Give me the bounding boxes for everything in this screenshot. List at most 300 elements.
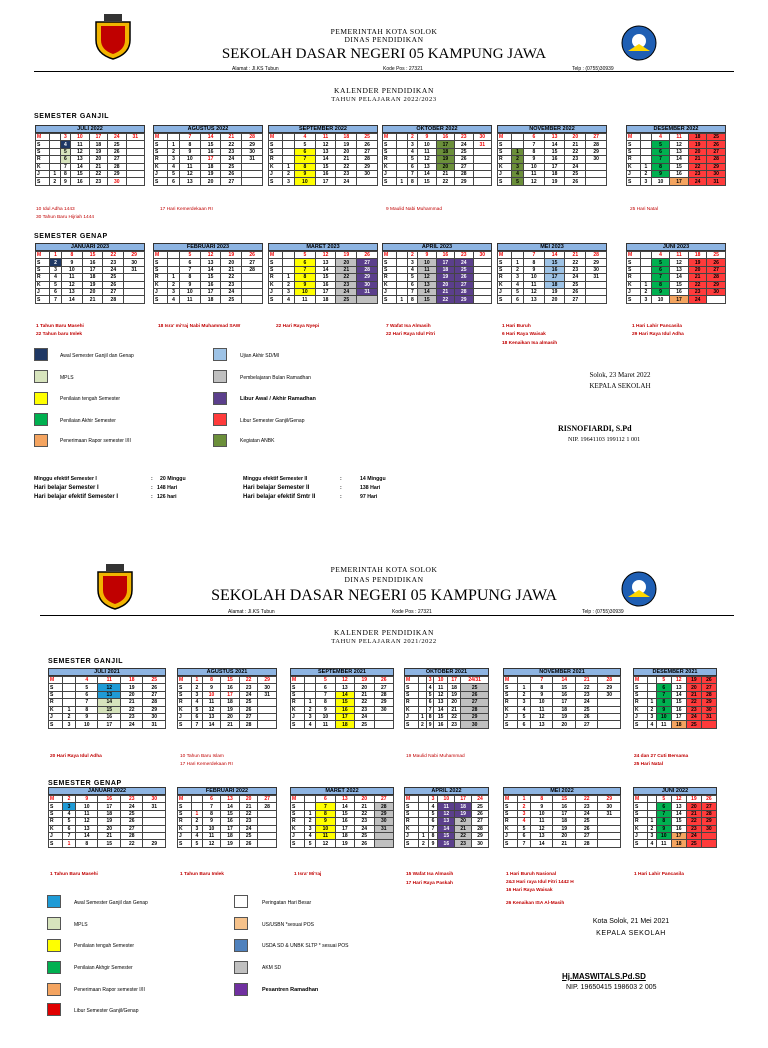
day-label: K xyxy=(36,163,50,170)
date-cell: 23 xyxy=(575,691,598,698)
day-label: S xyxy=(383,141,397,148)
date-cell: 30 xyxy=(143,713,166,720)
date-cell: 7 xyxy=(50,296,62,303)
month-title: AGUSTUS 2022 xyxy=(153,125,263,133)
week-row xyxy=(627,156,726,163)
date-cell: 7 xyxy=(60,163,71,170)
date-cell: 20 xyxy=(221,259,242,266)
date-cell: 14 xyxy=(438,825,455,832)
date-cell: 28 xyxy=(575,840,598,847)
date-cell xyxy=(305,684,316,691)
eff-colon: : xyxy=(340,476,342,482)
date-cell: 23 xyxy=(686,825,701,832)
date-cell xyxy=(50,163,61,170)
week-row xyxy=(634,840,717,847)
date-cell: 1 xyxy=(50,252,62,259)
day-label: R xyxy=(269,156,283,163)
day-label: K xyxy=(154,163,168,170)
date-cell: 15 xyxy=(221,810,240,817)
date-cell: 15 xyxy=(418,296,436,303)
date-cell: 13 xyxy=(523,296,544,303)
date-cell: 4 xyxy=(651,252,670,259)
day-label: S xyxy=(291,684,305,691)
date-cell: 2 xyxy=(512,156,524,163)
date-cell xyxy=(397,163,408,170)
eff-label: Hari belajar efektif Semester I xyxy=(34,494,119,500)
date-cell: 28 xyxy=(103,296,124,303)
date-cell: 17 xyxy=(436,141,454,148)
date-cell: 25 xyxy=(221,163,242,170)
date-cell: 8 xyxy=(407,296,418,303)
date-cell: 29 xyxy=(707,163,726,170)
date-cell: 24/31 xyxy=(461,677,489,684)
note: 10 Idul Adha 1443 xyxy=(36,207,75,212)
day-label: S xyxy=(405,691,419,698)
date-cell: 2 xyxy=(168,281,180,288)
day-label: J xyxy=(504,713,518,720)
week-row xyxy=(627,266,726,273)
date-cell: 5 xyxy=(60,148,71,155)
date-cell: 14 xyxy=(418,170,436,177)
date-cell xyxy=(124,288,145,295)
date-cell: 15 xyxy=(438,832,455,839)
date-cell: 27 xyxy=(120,825,143,832)
day-label: S xyxy=(36,259,50,266)
week-row xyxy=(269,141,378,148)
date-cell: 25 xyxy=(357,134,378,141)
date-cell: 20 xyxy=(98,825,121,832)
date-cell xyxy=(641,274,652,281)
date-cell: 31 xyxy=(586,274,607,281)
date-cell xyxy=(242,163,263,170)
date-cell: 26 xyxy=(357,252,378,259)
date-cell: 5 xyxy=(518,713,531,720)
day-label: K xyxy=(291,706,305,713)
date-cell: 12 xyxy=(530,825,553,832)
date-cell: 25 xyxy=(686,721,701,728)
date-cell: 26 xyxy=(701,677,716,684)
date-cell: 10 xyxy=(523,274,544,281)
note: 1 Tahun Baru Masehi xyxy=(50,872,98,877)
week-row xyxy=(504,840,621,847)
week-row xyxy=(178,684,277,691)
day-label: S xyxy=(269,148,283,155)
date-cell: 10 xyxy=(179,288,200,295)
date-cell: 18 xyxy=(671,721,686,728)
day-label: S xyxy=(154,266,168,273)
date-cell: 11 xyxy=(71,141,89,148)
date-cell xyxy=(397,266,408,273)
date-cell: 6 xyxy=(294,148,315,155)
date-cell: 17 xyxy=(670,178,689,185)
header-divider xyxy=(40,615,734,616)
date-cell: 13 xyxy=(434,699,447,706)
legend-label: Awal Semester Ganjil dan Genap xyxy=(74,900,148,906)
date-cell: 26 xyxy=(242,252,263,259)
date-cell: 17 xyxy=(553,810,576,817)
date-cell: 5 xyxy=(192,840,203,847)
week-row xyxy=(498,281,607,288)
date-cell: 10 xyxy=(75,721,98,728)
date-cell: 8 xyxy=(426,713,434,720)
date-cell: 30 xyxy=(143,796,166,803)
date-cell xyxy=(707,296,726,303)
week-row xyxy=(36,134,145,141)
note: 18 Kenaikan Isa almasih xyxy=(502,341,558,346)
date-cell: 31 xyxy=(143,721,166,728)
day-label: S xyxy=(291,840,305,847)
day-label: S xyxy=(154,141,168,148)
date-cell: 17 xyxy=(455,796,472,803)
date-cell: 25 xyxy=(575,706,598,713)
date-cell: 19 xyxy=(447,691,460,698)
date-cell: 12 xyxy=(523,288,544,295)
day-label: J xyxy=(498,170,512,177)
month-calendar xyxy=(177,787,277,848)
note: 2&3 Hari raya Idul Fitri 1442 H xyxy=(506,880,574,885)
month-title: JANUARI 2023 xyxy=(35,243,145,251)
date-cell: 12 xyxy=(71,148,89,155)
day-label: M xyxy=(178,796,192,803)
date-cell: 28 xyxy=(707,156,726,163)
date-cell: 12 xyxy=(61,281,82,288)
date-cell: 4 xyxy=(168,163,180,170)
date-cell: 5 xyxy=(407,156,418,163)
date-cell: 21 xyxy=(688,274,707,281)
date-cell xyxy=(168,266,180,273)
date-cell: 19 xyxy=(98,818,121,825)
date-cell: 17 xyxy=(670,296,689,303)
day-label: R xyxy=(154,274,168,281)
day-label: M xyxy=(634,677,648,684)
date-cell: 24 xyxy=(472,796,489,803)
date-cell: 6 xyxy=(63,825,76,832)
date-cell: 7 xyxy=(530,677,553,684)
headmaster-nip: NIP. 19650415 198603 2 005 xyxy=(566,984,657,991)
day-label: S xyxy=(405,803,419,810)
day-label: M xyxy=(634,796,648,803)
day-label: M xyxy=(154,134,168,141)
date-cell: 7 xyxy=(294,266,315,273)
week-row xyxy=(291,721,394,728)
date-cell: 13 xyxy=(221,796,240,803)
week-row xyxy=(36,156,145,163)
date-cell xyxy=(598,699,621,706)
month-calendar xyxy=(382,243,492,304)
date-cell xyxy=(648,684,657,691)
date-cell: 16 xyxy=(98,796,121,803)
date-cell: 21 xyxy=(436,170,454,177)
date-cell xyxy=(419,825,429,832)
date-cell: 3 xyxy=(283,178,295,185)
date-cell: 22 xyxy=(686,818,701,825)
date-cell: 9 xyxy=(656,706,671,713)
month-title: MARET 2022 xyxy=(290,787,394,795)
month-calendar xyxy=(177,668,277,729)
date-cell xyxy=(641,134,652,141)
headmaster-name: RISNOFIARDI, S.Pd xyxy=(558,424,632,433)
date-cell: 13 xyxy=(71,156,89,163)
day-label: K xyxy=(49,825,63,832)
date-cell: 31 xyxy=(374,825,393,832)
date-cell: 14 xyxy=(75,832,98,839)
date-cell: 2 xyxy=(641,170,652,177)
date-cell: 3 xyxy=(512,163,524,170)
date-cell xyxy=(242,288,263,295)
date-cell: 8 xyxy=(75,706,98,713)
date-cell: 30 xyxy=(598,803,621,810)
date-cell xyxy=(641,148,652,155)
date-cell: 23 xyxy=(221,148,242,155)
legend-swatch xyxy=(213,370,227,383)
month-title: JULI 2022 xyxy=(35,125,145,133)
day-label: S xyxy=(627,148,641,155)
address: Alamat : Jl.KS Tubun xyxy=(232,66,279,72)
week-row xyxy=(627,148,726,155)
note: 19 Maulid Nabi Muhammad xyxy=(406,754,465,759)
date-cell xyxy=(305,803,316,810)
date-cell: 14 xyxy=(200,266,221,273)
day-label: J xyxy=(36,170,50,177)
date-cell: 12 xyxy=(75,818,98,825)
date-cell: 21 xyxy=(447,706,460,713)
date-cell: 8 xyxy=(202,810,221,817)
date-cell: 5 xyxy=(651,141,670,148)
date-cell: 4 xyxy=(192,699,203,706)
legend-label: MPLS xyxy=(60,375,74,381)
date-cell: 22 xyxy=(120,706,143,713)
note: 10 Tahun Baru Islam xyxy=(180,754,224,759)
date-cell: 31 xyxy=(126,134,144,141)
date-cell xyxy=(419,691,427,698)
date-cell: 7 xyxy=(75,699,98,706)
date-cell xyxy=(258,699,277,706)
date-cell: 6 xyxy=(192,713,203,720)
eff-colon: : xyxy=(340,485,342,491)
date-cell: 28 xyxy=(461,706,489,713)
date-cell: 9 xyxy=(523,266,544,273)
date-cell: 2 xyxy=(50,178,61,185)
date-cell: 11 xyxy=(316,721,335,728)
day-label: S xyxy=(504,721,518,728)
week-row xyxy=(291,818,394,825)
month-calendar xyxy=(268,243,378,304)
place-date: Kota Solok, 21 Mei 2021 xyxy=(592,918,670,925)
date-cell xyxy=(283,141,295,148)
note: 6 Hari Raya Waisak xyxy=(502,332,546,337)
date-cell: 9 xyxy=(179,281,200,288)
date-cell: 8 xyxy=(294,163,315,170)
date-cell: 4 xyxy=(512,281,524,288)
week-row xyxy=(627,296,726,303)
week-row xyxy=(49,721,166,728)
eff-value: 126 hari xyxy=(157,494,177,500)
date-cell: 14 xyxy=(544,252,565,259)
week-row xyxy=(269,170,378,177)
date-cell: 4 xyxy=(407,148,418,155)
date-cell: 8 xyxy=(651,281,670,288)
date-cell: 13 xyxy=(75,825,98,832)
day-label: S xyxy=(504,684,518,691)
date-cell: 12 xyxy=(98,684,121,691)
date-cell: 15 xyxy=(82,252,103,259)
week-row xyxy=(269,281,378,288)
eff-colon: : xyxy=(151,494,153,500)
date-cell: 7 xyxy=(651,156,670,163)
legend-label: Penilaian tengah Semester xyxy=(74,943,135,949)
date-cell: 7 xyxy=(294,156,315,163)
week-row xyxy=(154,134,263,141)
date-cell xyxy=(397,141,408,148)
day-label: S xyxy=(498,266,512,273)
date-cell: 2 xyxy=(419,721,427,728)
date-cell: 19 xyxy=(553,825,576,832)
date-cell: 21 xyxy=(688,156,707,163)
date-cell: 19 xyxy=(335,840,354,847)
date-cell: 14 xyxy=(335,803,354,810)
day-label: M xyxy=(405,796,419,803)
date-cell: 27 xyxy=(258,796,277,803)
week-row xyxy=(291,832,394,839)
date-cell: 27 xyxy=(242,259,263,266)
date-cell: 19 xyxy=(221,706,240,713)
date-cell: 4 xyxy=(75,677,98,684)
date-cell: 7 xyxy=(179,134,200,141)
date-cell: 24 xyxy=(355,713,374,720)
month-title: DESEMBER 2022 xyxy=(626,125,726,133)
date-cell: 2 xyxy=(648,706,657,713)
month-calendar xyxy=(382,125,492,186)
date-cell: 9 xyxy=(61,259,82,266)
date-cell: 1 xyxy=(50,170,61,177)
day-label: R xyxy=(383,274,397,281)
week-row xyxy=(405,840,489,847)
eff-colon: : xyxy=(151,485,153,491)
note: 18 Isra' mi'raj Nabi Muhammad SAW xyxy=(158,324,241,329)
day-label: J xyxy=(498,288,512,295)
month-title: MEI 2022 xyxy=(503,787,621,795)
month-calendar xyxy=(48,668,166,729)
date-cell: 13 xyxy=(335,684,354,691)
date-cell: 7 xyxy=(202,803,221,810)
date-cell: 13 xyxy=(98,691,121,698)
month-calendar xyxy=(497,125,607,186)
date-cell: 22 xyxy=(239,677,258,684)
date-cell: 22 xyxy=(575,796,598,803)
day-label: K xyxy=(627,281,641,288)
week-row xyxy=(504,796,621,803)
day-label: M xyxy=(627,252,641,259)
date-cell: 25 xyxy=(336,296,357,303)
date-cell: 14 xyxy=(544,141,565,148)
date-cell: 13 xyxy=(315,148,336,155)
date-cell xyxy=(641,252,652,259)
date-cell: 17 xyxy=(200,288,221,295)
date-cell: 16 xyxy=(671,706,686,713)
date-cell: 6 xyxy=(512,296,524,303)
day-label: K xyxy=(291,825,305,832)
week-row xyxy=(627,259,726,266)
date-cell: 13 xyxy=(418,281,436,288)
week-row xyxy=(627,134,726,141)
date-cell: 14 xyxy=(670,274,689,281)
calendar-page-2022-2023 xyxy=(0,0,768,512)
date-cell: 2 xyxy=(192,818,203,825)
day-label: M xyxy=(269,134,283,141)
date-cell: 23 xyxy=(575,803,598,810)
day-label: S xyxy=(269,178,283,185)
date-cell: 8 xyxy=(651,163,670,170)
date-cell: 16 xyxy=(335,706,354,713)
month-calendar xyxy=(497,243,607,304)
date-cell: 18 xyxy=(436,148,454,155)
date-cell: 15 xyxy=(671,699,686,706)
date-cell: 11 xyxy=(315,134,336,141)
date-cell: 2 xyxy=(63,796,76,803)
date-cell: 9 xyxy=(523,156,544,163)
date-cell: 3 xyxy=(50,266,62,273)
week-row xyxy=(627,274,726,281)
date-cell: 20 xyxy=(565,134,586,141)
date-cell: 15 xyxy=(418,178,436,185)
date-cell: 9 xyxy=(75,796,98,803)
eff-colon: : xyxy=(151,476,153,482)
legend-swatch xyxy=(213,348,227,361)
legend-label: USDA SD & UNBK SLTP * sesuai POS xyxy=(262,943,349,949)
date-cell: 28 xyxy=(242,134,263,141)
date-cell: 23 xyxy=(688,288,707,295)
date-cell: 2 xyxy=(283,170,295,177)
date-cell xyxy=(242,170,263,177)
date-cell: 31 xyxy=(707,178,726,185)
date-cell: 10 xyxy=(418,259,436,266)
date-cell: 14 xyxy=(530,840,553,847)
date-cell: 5 xyxy=(168,170,180,177)
headmaster-title: KEPALA SEKOLAH xyxy=(596,930,666,937)
note: 17 Hari Raya Paskah xyxy=(406,881,453,886)
date-cell xyxy=(63,691,76,698)
date-cell: 29 xyxy=(258,677,277,684)
date-cell: 18 xyxy=(455,803,472,810)
date-cell: 29 xyxy=(357,163,378,170)
date-cell xyxy=(586,178,607,185)
date-cell: 8 xyxy=(179,141,200,148)
date-cell: 24 xyxy=(688,178,707,185)
date-cell: 5 xyxy=(656,677,671,684)
date-cell xyxy=(701,832,716,839)
week-row xyxy=(269,156,378,163)
day-label: J xyxy=(49,713,63,720)
date-cell: 11 xyxy=(418,148,436,155)
week-row xyxy=(405,684,489,691)
date-cell: 13 xyxy=(438,818,455,825)
date-cell xyxy=(419,810,429,817)
date-cell: 23 xyxy=(239,818,258,825)
month-title: OKTOBER 2021 xyxy=(404,668,489,676)
date-cell xyxy=(63,684,76,691)
week-row xyxy=(291,699,394,706)
week-row xyxy=(498,178,607,185)
date-cell: 17 xyxy=(544,274,565,281)
week-row xyxy=(405,691,489,698)
date-cell: 18 xyxy=(335,721,354,728)
date-cell xyxy=(258,840,277,847)
date-cell: 15 xyxy=(315,274,336,281)
legend-swatch xyxy=(34,392,48,405)
week-row xyxy=(291,803,394,810)
date-cell: 23 xyxy=(565,156,586,163)
date-cell: 25 xyxy=(575,818,598,825)
